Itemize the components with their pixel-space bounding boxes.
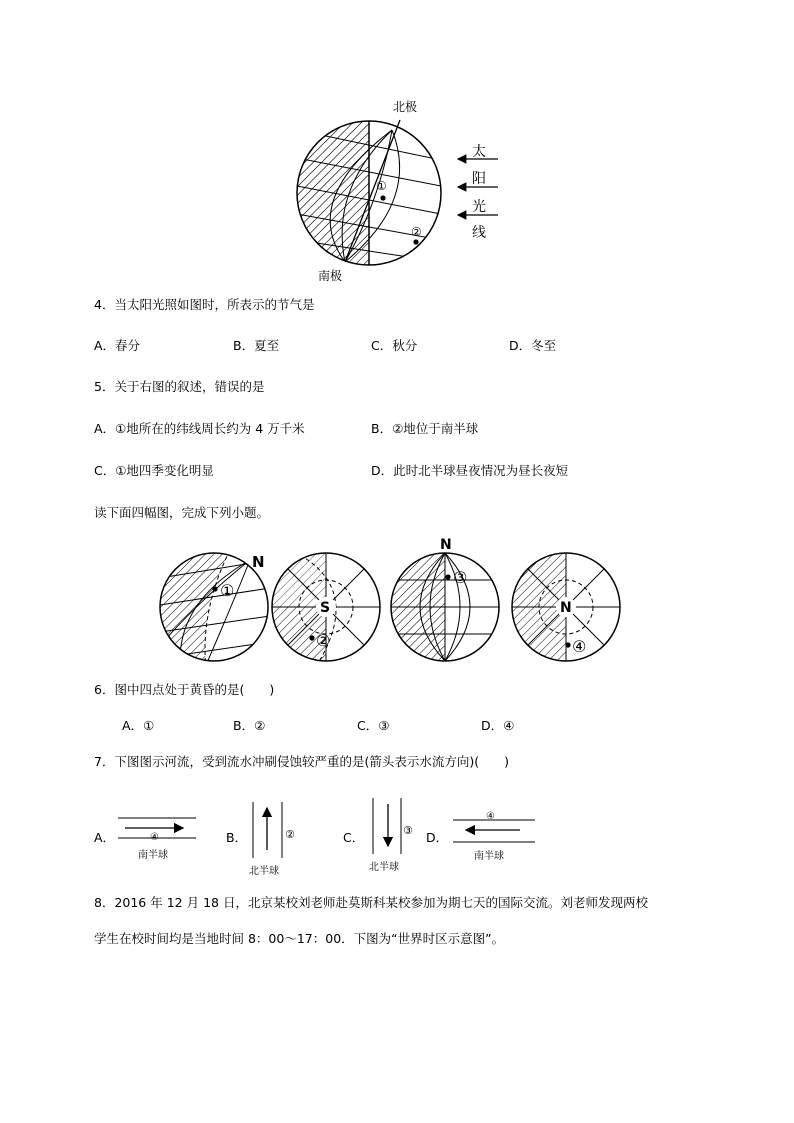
south-pole-label: 南极	[318, 269, 343, 283]
q4-option-a[interactable]: A．春分	[94, 338, 141, 353]
q7-option-a[interactable]: A．	[94, 830, 116, 845]
q7-a-hemisphere: 南半球	[138, 850, 168, 861]
globe-2-point: ②	[316, 631, 331, 650]
q7-b-mark: ②	[285, 828, 295, 841]
globe-3	[391, 537, 499, 661]
q7-option-d[interactable]: D．	[426, 830, 449, 845]
q7-b-hemisphere: 北半球	[249, 866, 279, 877]
q7-d-mark: ④	[486, 811, 495, 822]
q7-option-b[interactable]: B．	[226, 830, 248, 845]
globe-4-point: ④	[572, 637, 587, 656]
q7-stem: 7．下图图示河流，受到流水冲刷侵蚀较严重的是(箭头表示水流方向)( )	[94, 754, 509, 769]
q4-option-d[interactable]: D．冬至	[509, 338, 557, 353]
q4-stem: 4．当太阳光照如图时，所表示的节气是	[94, 297, 315, 312]
q8-line-1: 8．2016 年 12 月 18 日，北京某校刘老师赴莫斯科某校参加为期七天的国际交流。刘老师发现两校	[94, 895, 648, 910]
q5-stem: 5．关于右图的叙述，错误的是	[94, 379, 265, 394]
globe-3-north: N	[440, 537, 452, 553]
q6-option-c[interactable]: C．③	[357, 718, 390, 733]
globe-2	[272, 553, 380, 661]
river-diagrams	[0, 790, 794, 890]
sunlight-char-3: 光	[472, 199, 486, 215]
q8-line-2: 学生在校时间均是当地时间 8：00～17：00．下图为“世界时区示意图”。	[94, 931, 505, 946]
sunlight-char-2: 阳	[472, 171, 486, 187]
q7-d-hemisphere: 南半球	[474, 851, 504, 862]
q6-option-b[interactable]: B．②	[233, 718, 266, 733]
q6-option-a[interactable]: A．①	[122, 718, 155, 733]
sunlight-char-1: 太	[472, 144, 486, 160]
q5-option-d[interactable]: D．此时北半球昼夜情况为昼长夜短	[371, 463, 569, 478]
globe-4	[512, 553, 620, 661]
four-globes-figure	[0, 530, 794, 670]
globe-2-south: S	[320, 600, 331, 616]
q7-a-mark: ④	[150, 832, 159, 843]
q5-option-b[interactable]: B．②地位于南半球	[371, 421, 479, 436]
q7-option-c[interactable]: C．	[343, 830, 365, 845]
globe-illumination-figure	[0, 0, 794, 300]
q5-option-c[interactable]: C．①地四季变化明显	[94, 463, 214, 478]
globe-1-north: N	[252, 553, 265, 571]
globe-4-north: N	[560, 600, 572, 616]
q6-stem: 6．图中四点处于黄昏的是( )	[94, 682, 275, 697]
q6-option-d[interactable]: D．④	[481, 718, 515, 733]
q7-c-mark: ③	[403, 824, 413, 837]
globe-1-point: ①	[220, 581, 235, 600]
point-1-label: ①	[376, 179, 387, 193]
q4-option-c[interactable]: C．秋分	[371, 338, 418, 353]
point-2-label: ②	[411, 225, 422, 239]
globe-1	[160, 550, 270, 670]
sunlight-char-4: 线	[472, 225, 486, 241]
point-2-dot	[413, 239, 418, 244]
q4-option-b[interactable]: B．夏至	[233, 338, 280, 353]
q7-c-hemisphere: 北半球	[369, 862, 399, 873]
reading-intro: 读下面四幅图，完成下列小题。	[94, 505, 270, 520]
point-1-dot	[380, 195, 385, 200]
globe-3-point: ③	[453, 568, 468, 587]
q5-option-a[interactable]: A．①地所在的纬线周长约为 4 万千米	[94, 421, 305, 436]
north-pole-label: 北极	[393, 100, 418, 114]
